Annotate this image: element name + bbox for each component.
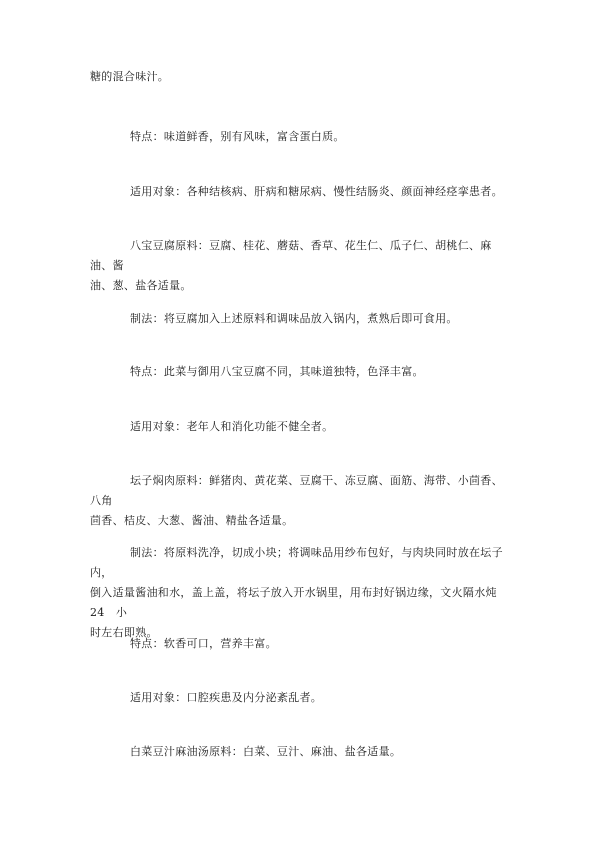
text-line: 适用对象：老年人和消化功能不健全者。	[130, 420, 334, 433]
text-line: 茴香、桔皮、大葱、酱油、精盐各适量。	[90, 514, 294, 527]
paragraph-9	[90, 543, 510, 643]
paragraph-12	[90, 742, 510, 762]
text-line: 时左右即熟。	[90, 626, 158, 639]
text-line: 适用对象：口腔疾患及内分泌紊乱者。	[130, 691, 323, 704]
text-line: 八宝豆腐原料：豆腐、桂花、蘑菇、香草、花生仁、瓜子仁、胡桃仁、麻油、酱	[90, 239, 492, 272]
paragraph-4	[90, 236, 510, 296]
paragraph-5	[90, 309, 510, 329]
paragraph-10	[90, 634, 510, 654]
text-line: 制法：将原料洗净，切成小块；将调味品用纱布包好，与肉块同时放在坛子内，	[90, 546, 503, 579]
text-line: 适用对象：各种结核病、肝病和糖尿病、慢性结肠炎、颜面神经痉挛患者。	[130, 185, 503, 198]
text-line: 制法：将豆腐加入上述原料和调味品放入锅内，煮熟后即可食用。	[130, 312, 458, 325]
text-line: 特点：此菜与御用八宝豆腐不同，其味道独特，色泽丰富。	[130, 365, 424, 378]
paragraph-11	[90, 688, 510, 708]
text-line: 白菜豆汁麻油汤原料：白菜、豆汁、麻油、盐各适量。	[130, 745, 402, 758]
paragraph-3	[90, 182, 510, 202]
paragraph-7	[90, 417, 510, 437]
text-line: 倒入适量酱油和水，盖上盖，将坛子放入开水锅里，用布封好锅边缘，文火隔水炖 24 小	[90, 586, 509, 619]
paragraph-6	[90, 362, 510, 382]
text-line: 特点：味道鲜香，别有风味，富含蛋白质。	[130, 130, 345, 143]
text-line: 糖的混合味汁。	[90, 70, 170, 83]
text-line: 油、葱、盐各适量。	[90, 279, 192, 292]
text-line: 特点：软香可口，营养丰富。	[130, 637, 277, 650]
text-line: 坛子焖肉原料：鲜猪肉、黄花菜、豆腐干、冻豆腐、面筋、海带、小茴香、八角	[90, 474, 503, 507]
paragraph-1	[90, 67, 510, 87]
paragraph-2	[90, 127, 510, 147]
paragraph-8	[90, 471, 510, 531]
